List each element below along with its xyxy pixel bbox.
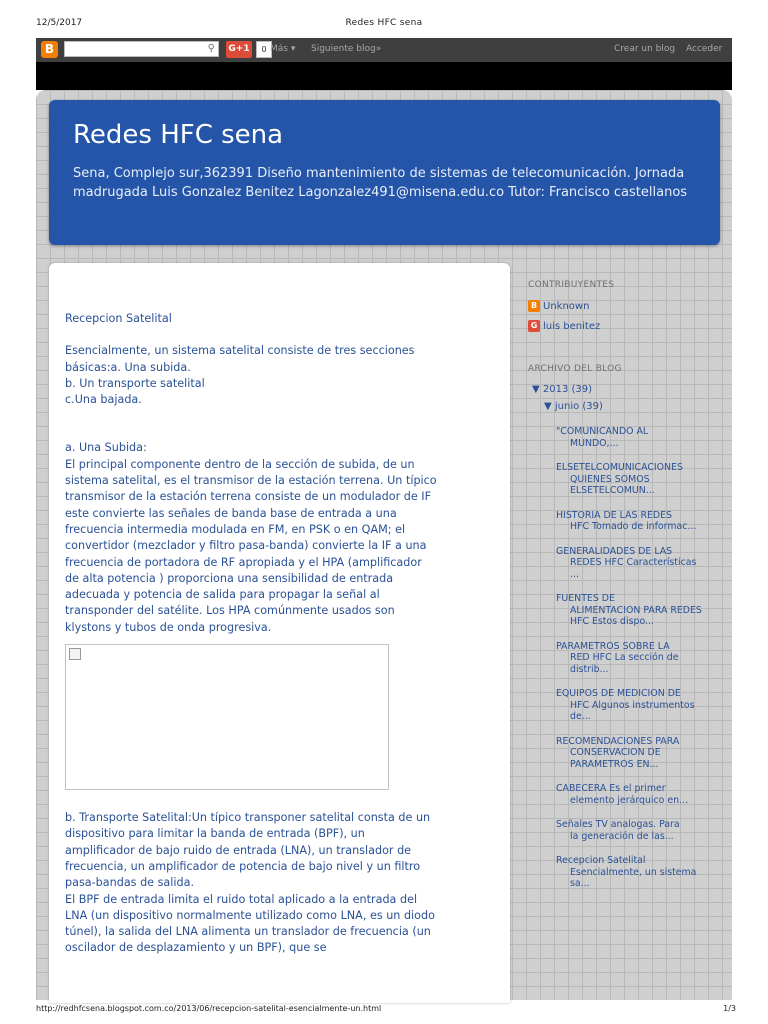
black-band: [36, 62, 732, 90]
post-paragraph: c.Una bajada.: [65, 393, 142, 407]
archive-list: [556, 426, 704, 890]
archive-post-link[interactable]: FUENTES DE ALIMENTACION PARA REDES HFC Estos dispo...: [556, 593, 702, 627]
archive-post-link[interactable]: ELSETELCOMUNICACIONES QUIENES SOMOS ELSETELCOMUN...: [556, 462, 683, 496]
archive-post-link[interactable]: EQUIPOS DE MEDICION DE HFC Algunos instrumentos de...: [556, 688, 695, 722]
archive-post-link[interactable]: GENERALIDADES DE LAS REDES HFC Características ...: [556, 545, 697, 580]
create-blog-link[interactable]: Crear un blog: [614, 44, 676, 54]
contributor-name[interactable]: Unknown: [543, 300, 590, 312]
search-input[interactable]: [64, 41, 219, 57]
print-page-number: 1/3: [723, 1004, 736, 1013]
contributor-item[interactable]: [528, 320, 728, 332]
contributor-item[interactable]: [528, 300, 728, 312]
print-date: 12/5/2017: [36, 18, 83, 28]
gplus-button[interactable]: G+1: [226, 41, 252, 58]
post-body: [49, 263, 510, 1003]
blog-description: Sena, Complejo sur,362391 Diseño mantenimiento de sistemas de telecomunicación. Jornada madrugada Luis Gonzalez Benitez Lagonzalez491@misena.edu.co Tutor: Francisco castellanos: [73, 166, 688, 200]
post-paragraph: El principal componente dentro de la sección de subida, de un sistema satelital, es el transmisor de la estación terrena. Un típico transmisor de la estación terrena consiste de un modulador de IF este convierte las señales de banda base de entrada a una frecuencia intermedia modulada en FM, en PSK o en QAM; el convertidor (mezclador y filtro pasa-banda) convierte la IF a una frecuencia de portadora de RF apropiada y el HPA (amplificador de alta potencia ) proporciona una sensibilidad de entrada adecuada y potencia de salida para propagar la señal al transponder del satélite. Los HPA comúnmente usados son klystons y tubos de onda progresiva.: [65, 457, 437, 634]
blogger-profile-icon: B: [528, 300, 540, 312]
print-title: Redes HFC sena: [345, 18, 423, 28]
post-paragraph: El BPF de entrada limita el ruido total aplicado a la entrada del LNA (un dispositivo normalmente utilizado como LNA, es un diodo túnel), la salida del LNA alimenta un translador de frecuencia (un oscilador de desplazamiento y un BPF), que se: [65, 892, 435, 955]
print-header: [0, 0, 768, 40]
archive-heading: ARCHIVO DEL BLOG: [528, 364, 622, 374]
blog-header: [49, 100, 720, 245]
archive-post-link[interactable]: RECOMENDACIONES PARA CONSERVACION DE PARAMETROS EN...: [556, 735, 680, 770]
contributor-name[interactable]: luis benitez: [543, 320, 601, 332]
contributors-heading: CONTRIBUYENTES: [528, 280, 615, 290]
post-title: Recepcion Satelital: [65, 312, 172, 325]
blogger-logo-icon[interactable]: B: [41, 41, 58, 58]
post-paragraph: Esencialmente, un sistema satelital consiste de tres secciones básicas:a. Una subida.: [65, 344, 415, 374]
archive-post-link[interactable]: PARAMETROS SOBRE LA RED HFC La sección de distrib...: [556, 640, 679, 675]
gplus-count: 0: [256, 41, 272, 58]
archive-post-link[interactable]: Señales TV analogas. Para la generación de las...: [556, 819, 680, 842]
print-url: http://redhfcsena.blogspot.com.co/2013/06/recepcion-satelital-esencialmente-un.html: [36, 1004, 382, 1013]
next-blog-link[interactable]: Siguiente blog»: [311, 44, 382, 54]
archive-year-toggle[interactable]: ▼ 2013 (39): [532, 384, 593, 395]
archive-post-link[interactable]: CABECERA Es el primer elemento jerárquico en...: [556, 783, 689, 806]
search-icon[interactable]: ⚲: [207, 43, 215, 54]
more-menu[interactable]: Más ▾: [270, 44, 296, 54]
blog-title[interactable]: Redes HFC sena: [73, 120, 284, 150]
post-paragraph: b. Un transporte satelital: [65, 376, 205, 390]
sidebar: [528, 280, 728, 903]
broken-image-icon: [69, 648, 81, 660]
post-paragraph: b. Transporte Satelital:Un típico transponer satelital consta de un dispositivo para limitar la banda de entrada (BPF), un amplificador de bajo ruido de entrada (LNA), un translador de frecuencia, un amplificador de potencia de bajo nivel y un filtro pasa-bandas de salida.: [65, 811, 431, 890]
archive-post-link[interactable]: "COMUNICANDO AL MUNDO,...: [556, 426, 649, 449]
sign-in-link[interactable]: Acceder: [686, 44, 723, 54]
archive-post-link[interactable]: Recepcion Satelital Esencialmente, un sistema sa...: [556, 855, 697, 889]
archive-post-link[interactable]: HISTORIA DE LAS REDES HFC Tomado de informac...: [556, 509, 697, 532]
blogger-navbar: [36, 38, 732, 62]
archive-month-toggle[interactable]: ▼ junio (39): [544, 401, 603, 412]
google-profile-icon: G: [528, 320, 540, 332]
post-subheading: a. Una Subida:: [65, 441, 147, 455]
broken-image: [65, 644, 389, 790]
